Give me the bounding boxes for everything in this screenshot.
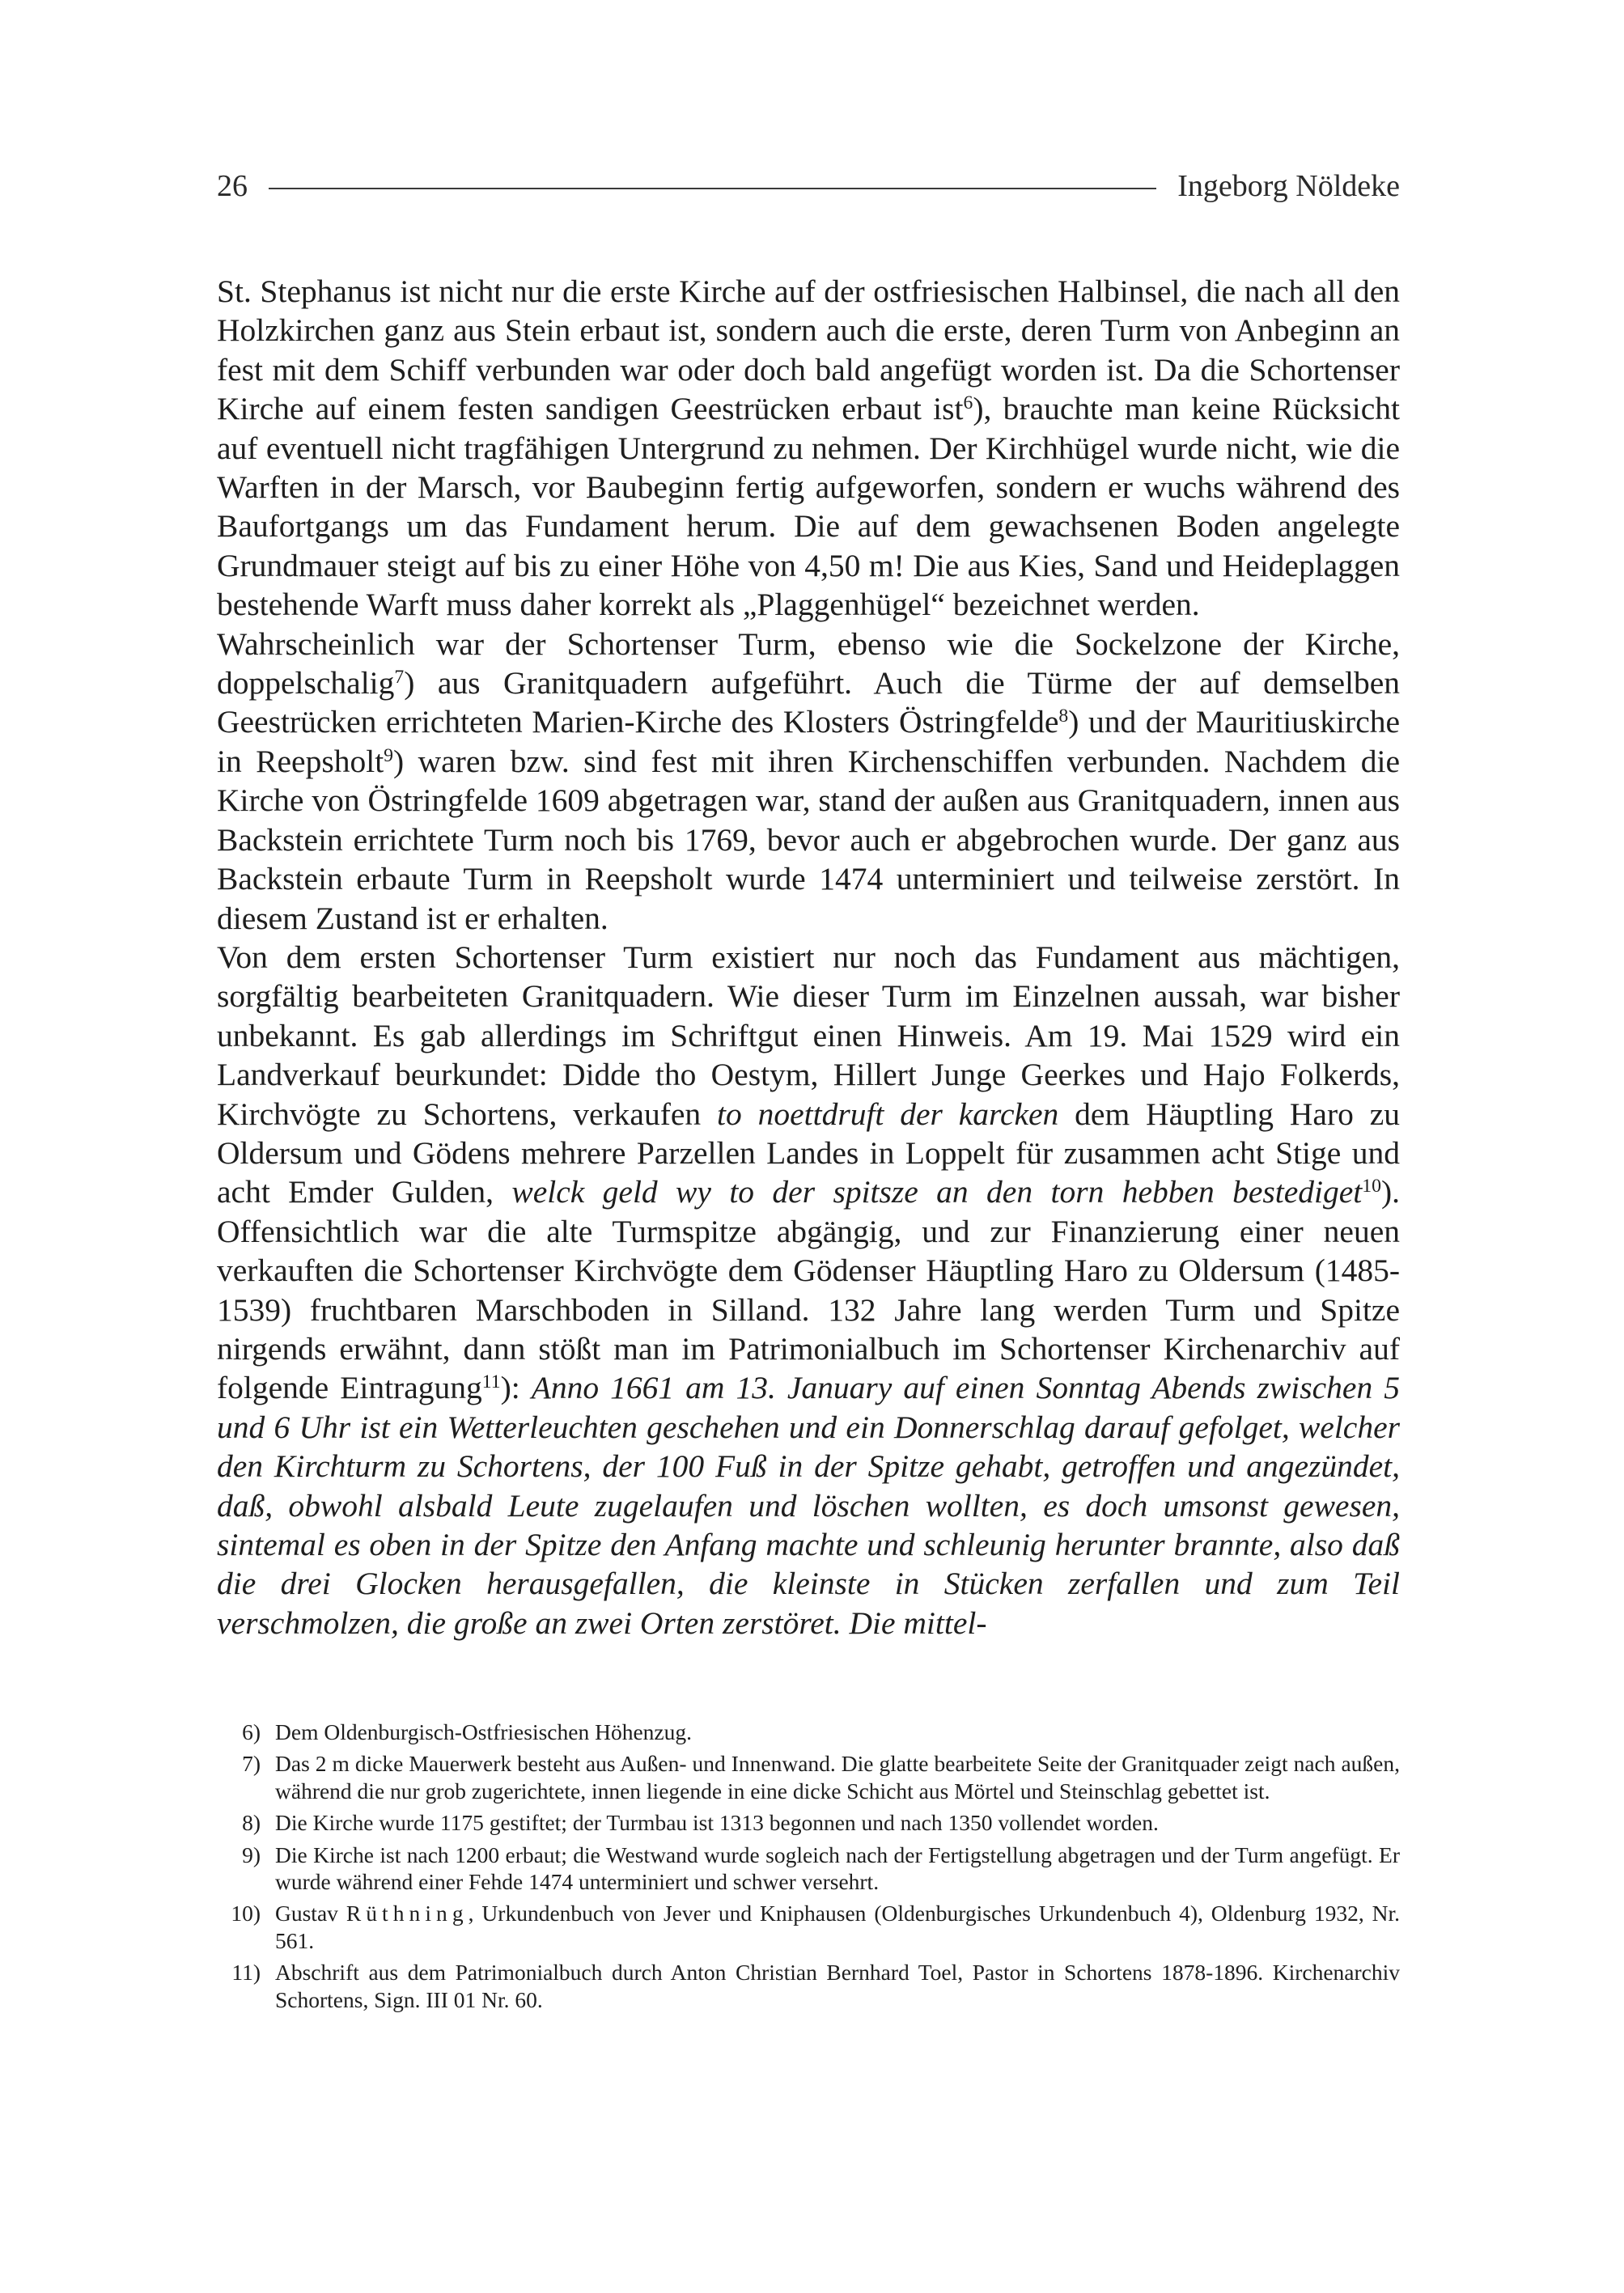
footnote-text: Die Kirche ist nach 1200 erbaut; die Westwand wurde sogleich nach der Fertigstellung abgetragen und der Turm angefügt. Er wurde während einer Fehde 1474 unterminiert und schwer versehrt. xyxy=(275,1842,1400,1895)
text-run: ). Offensichtlich war die alte Turmspitze abgängig, und zur Finanzierung einer neuen verkauften die Schortenser Kirchvögte dem Gödenser Häuptling Haro zu Oldersum (1485-1539) fruchtbaren Marschboden in Silland. 132 Jahre lang werden Turm und Spitze nirgends erwähnt, dann stößt man im Patrimonialbuch im Schortenser Kirchenarchiv auf folgende Eintragung xyxy=(217,1174,1401,1406)
italic-quote: to noettdruft der karcken xyxy=(717,1096,1059,1132)
footnote-ref-10: 10 xyxy=(1362,1176,1381,1197)
footnote-6 xyxy=(217,1719,1400,1745)
footnote-text: Dem Oldenburgisch-Ostfriesischen Höhenzug. xyxy=(275,1719,692,1744)
text-run: ): xyxy=(500,1370,532,1406)
paragraph-2 xyxy=(217,625,1400,938)
page-number: 26 xyxy=(217,169,248,203)
paragraph-1 xyxy=(217,272,1400,625)
footnote-text: Die Kirche wurde 1175 gestiftet; der Turmbau ist 1313 begonnen und nach 1350 vollendet worden. xyxy=(275,1810,1159,1836)
text-run: ) und der Mauritiuskirche in Reepsholt xyxy=(217,704,1401,779)
footnote-text: Abschrift aus dem Patrimonialbuch durch Anton Christian Bernhard Toel, Pastor in Schortens 1878-1896. Kirchenarchiv Schortens, Sign. III 01 Nr. 60. xyxy=(275,1960,1400,2012)
footnote-ref-7: 7 xyxy=(394,667,405,689)
footnote-8 xyxy=(217,1809,1400,1836)
footnote-10 xyxy=(217,1900,1400,1954)
footnotes xyxy=(217,1719,1400,2018)
footnote-7 xyxy=(217,1750,1400,1804)
text-run: dem Häuptling Haro zu Oldersum und Gödens mehrere Parzellen Landes in Loppelt für zusammen acht Stige und acht Emder Gulden, xyxy=(217,1096,1400,1210)
footnote-number: 6) xyxy=(242,1719,261,1744)
text-run: ) waren bzw. sind fest mit ihren Kirchenschiffen verbunden. Nachdem die Kirche von Östringfelde 1609 abgetragen war, stand der außen aus Granitquadern, innen aus Backstein errichtete Turm noch bis 1769, bevor auch er abgebrochen wurde. Der ganz aus Backstein erbaute Turm in Reepsholt wurde 1474 unterminiert und teilweise zerstört. In diesem Zustand ist er erhalten. xyxy=(217,743,1400,936)
italic-quote: welck geld wy to der spitsze an den torn hebben bestediget xyxy=(511,1174,1363,1210)
text-run: , Urkundenbuch von Jever und Kniphausen (Oldenburgisches Urkundenbuch 4), Oldenburg 1932, Nr. 561. xyxy=(275,1901,1400,1953)
text-run: ) aus Granitquadern aufgeführt. Auch die Türme der auf demselben Geestrücken errichteten Marien-Kirche des Klosters Östringfelde xyxy=(217,665,1400,740)
footnote-text: Das 2 m dicke Mauerwerk besteht aus Außen- und Innenwand. Die glatte bearbeitete Seite der Granitquader zeigt nach außen, während die nur grob zugerichtete, innen liegende in eine dicke Schicht aus Mörtel und Steinschlag gebettet ist. xyxy=(275,1751,1400,1803)
italic-quote: Anno 1661 am 13. January auf einen Sonntag Abends zwischen 5 und 6 Uhr ist ein Wetterleuchten geschehen und ein Donnerschlag darauf gefolget, welcher den Kirchturm zu Schortens, der 100 Fuß in der Spitze gehabt, getroffen und angezündet, daß, obwohl alsbald Leute zugelaufen und löschen wollten, es doch umsonst gewesen, sintemal es oben in der Spitze den Anfang machte und schleunig herunter brannte, also daß die drei Glocken herausgefallen, die kleinste in Stücken zerfallen und zum Teil verschmolzen, die große an zwei Orten zerstöret. Die mittel- xyxy=(217,1370,1400,1641)
footnote-number: 7) xyxy=(242,1751,261,1777)
footnote-text xyxy=(275,1900,1400,1954)
footnote-ref-11: 11 xyxy=(481,1371,501,1393)
footnote-number: 8) xyxy=(242,1810,261,1836)
footnote-9 xyxy=(217,1842,1400,1896)
header-rule xyxy=(269,188,1156,189)
footnote-number: 10) xyxy=(231,1901,261,1926)
text-run: ), brauchte man keine Rücksicht auf eventuell nicht tragfähigen Untergrund zu nehmen. Der Kirchhügel wurde nicht, wie die Warften in der Marsch, vor Baubeginn fertig aufgeworfen, sondern er wuchs während des Baufortgangs um das Fundament herum. Die auf dem gewachsenen Boden angelegte Grundmauer steigt auf bis zu einer Höhe von 4,50 m! Die aus Kies, Sand und Heideplaggen bestehende Warft muss daher korrekt als „Plaggenhügel“ bezeichnet werden. xyxy=(217,391,1401,623)
footnote-11 xyxy=(217,1959,1400,2013)
footnote-author: Rüthning xyxy=(346,1901,469,1926)
footnote-number: 11) xyxy=(231,1960,261,1986)
body-text xyxy=(217,272,1400,1642)
text-run: Wahrscheinlich war der Schortenser Turm, ebenso wie die Sockelzone der Kirche, doppelschalig xyxy=(217,625,1400,701)
footnote-ref-8: 8 xyxy=(1058,706,1069,727)
text-run: Gustav xyxy=(275,1901,346,1926)
running-head xyxy=(217,167,1400,206)
paragraph-3 xyxy=(217,938,1400,1642)
running-head-author: Ingeborg Nöldeke xyxy=(1177,169,1400,203)
footnote-ref-6: 6 xyxy=(963,392,973,414)
text-run: St. Stephanus ist nicht nur die erste Kirche auf der ostfriesischen Halbinsel, die nach all den Holzkirchen ganz aus Stein erbaut ist, sondern auch die erste, deren Turm von Anbeginn an fest mit dem Schiff verbunden war oder doch bald angefügt worden ist. Da die Schortenser Kirche auf einem festen sandigen Geestrücken erbaut ist xyxy=(217,273,1400,427)
text-run: Von dem ersten Schortenser Turm existiert nur noch das Fundament aus mächtigen, sorgfältig bearbeiteten Granitquadern. Wie dieser Turm im Einzelnen aussah, war bisher unbekannt. Es gab allerdings im Schriftgut einen Hinweis. Am 19. Mai 1529 wird ein Landverkauf beurkundet: Didde tho Oestym, Hillert Junge Geerkes und Hajo Folkerds, Kirchvögte zu Schortens, verkaufen xyxy=(217,939,1400,1132)
footnote-number: 9) xyxy=(242,1842,261,1867)
footnote-ref-9: 9 xyxy=(384,744,394,766)
